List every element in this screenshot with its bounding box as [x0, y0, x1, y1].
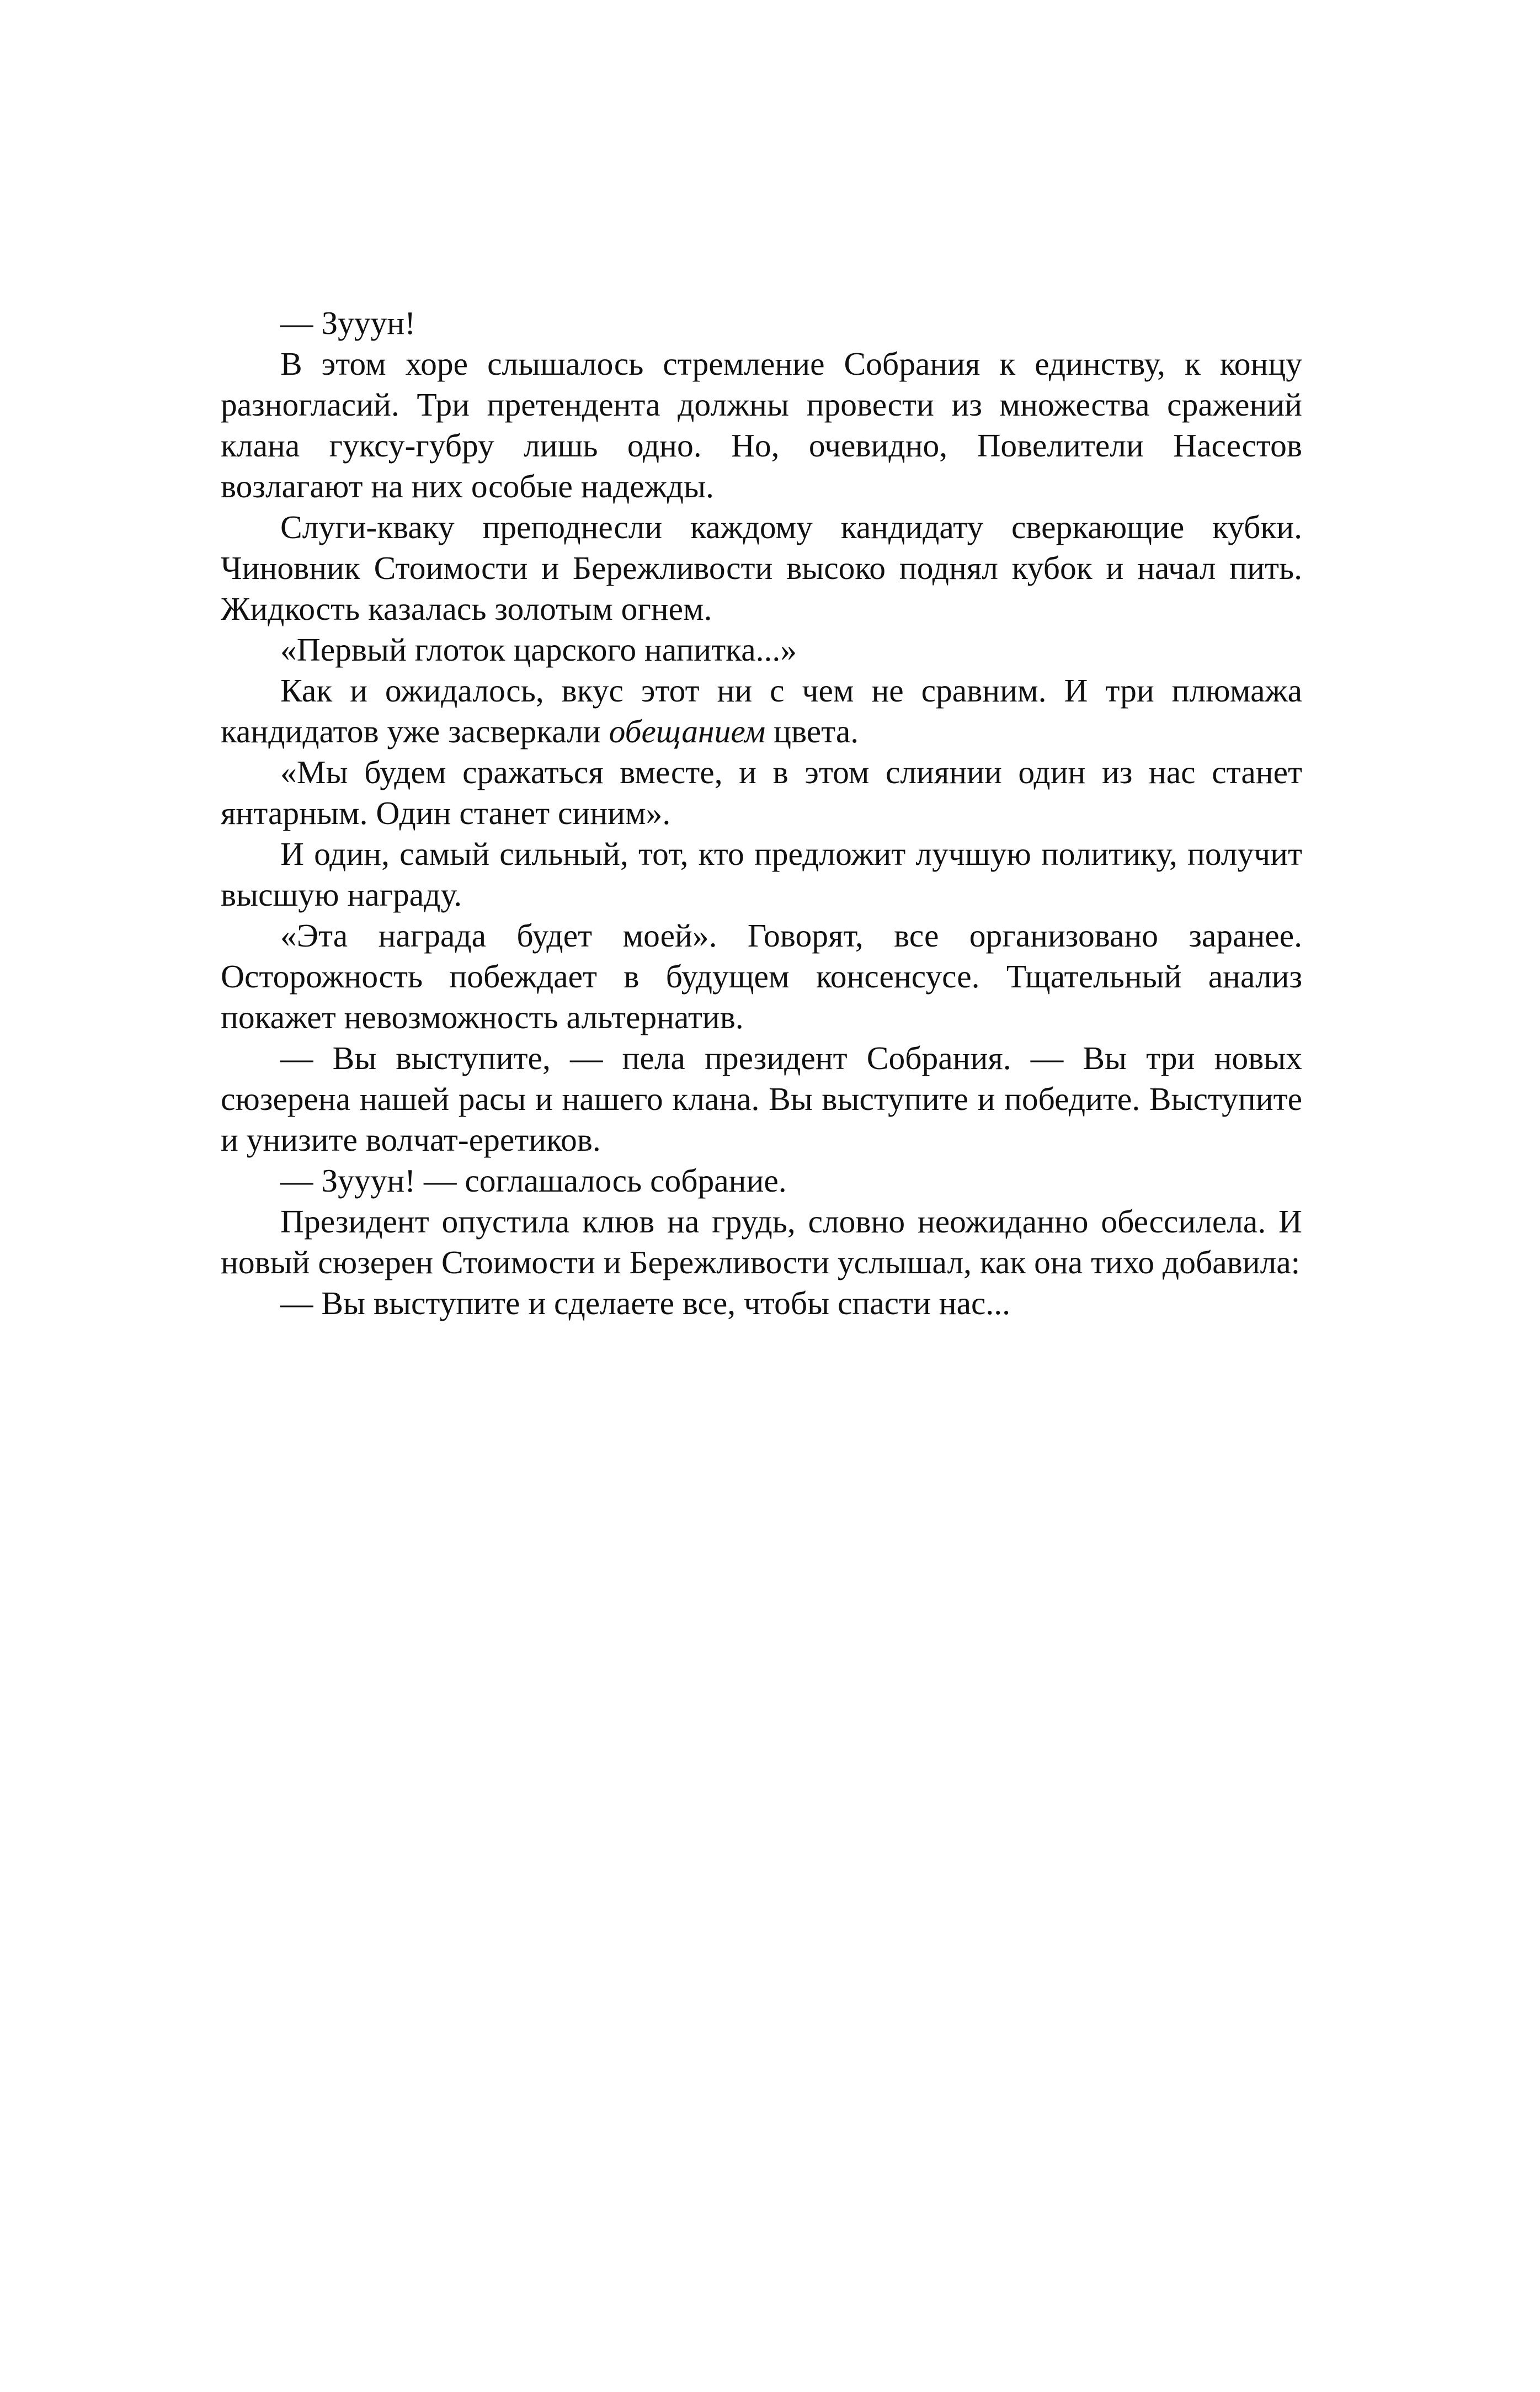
- paragraph-5: [221, 670, 1302, 752]
- paragraph-6: «Мы будем сражаться вместе, и в этом слиянии один из нас станет янтарным. Один станет синим».: [221, 754, 1302, 831]
- paragraph-4: «Первый глоток царского напитка...»: [280, 631, 797, 668]
- paragraph-5-start: Как и ожидалось, вкус этот ни с чем не сравним. И три плюмажа кандидатов уже засверкали: [221, 672, 1302, 750]
- paragraph-10: — Зууун! — соглашалось собрание.: [280, 1162, 787, 1199]
- paragraph-2: В этом хоре слышалось стремление Собрания к единству, к концу разногласий. Три претендента должны провести из множества сражений клана гуксу-губру лишь одно. Но, очевидно, Повелители Насестов возлагают на них особые надежды.: [221, 345, 1302, 504]
- page-text: [221, 302, 1302, 1323]
- paragraph-5-italic: обещанием: [609, 713, 766, 750]
- paragraph-7: И один, самый сильный, тот, кто предложит лучшую политику, получит высшую награду.: [221, 836, 1302, 913]
- paragraph-8: «Эта награда будет моей». Говорят, все организовано заранее. Осторожность побеждает в будущем консенсусе. Тщательный анализ покажет невозможность альтернатив.: [221, 917, 1302, 1035]
- paragraph-11: Президент опустила клюв на грудь, словно неожиданно обессилела. И новый сюзерен Стоимости и Бережливости услышал, как она тихо добавила:: [221, 1203, 1302, 1280]
- paragraph-1: — Зууун!: [280, 305, 416, 341]
- paragraph-5-end: цвета.: [765, 713, 859, 750]
- paragraph-9: — Вы выступите, — пела президент Собрания. — Вы три новых сюзерена нашей расы и нашего клана. Вы выступите и победите. Выступите и унизите волчат-еретиков.: [221, 1040, 1302, 1158]
- paragraph-12: — Вы выступите и сделаете все, чтобы спасти нас...: [280, 1285, 1011, 1321]
- paragraph-3: Слуги-кваку преподнесли каждому кандидату сверкающие кубки. Чиновник Стоимости и Бережливости высоко поднял кубок и начал пить. Жидкость казалась золотым огнем.: [221, 509, 1302, 627]
